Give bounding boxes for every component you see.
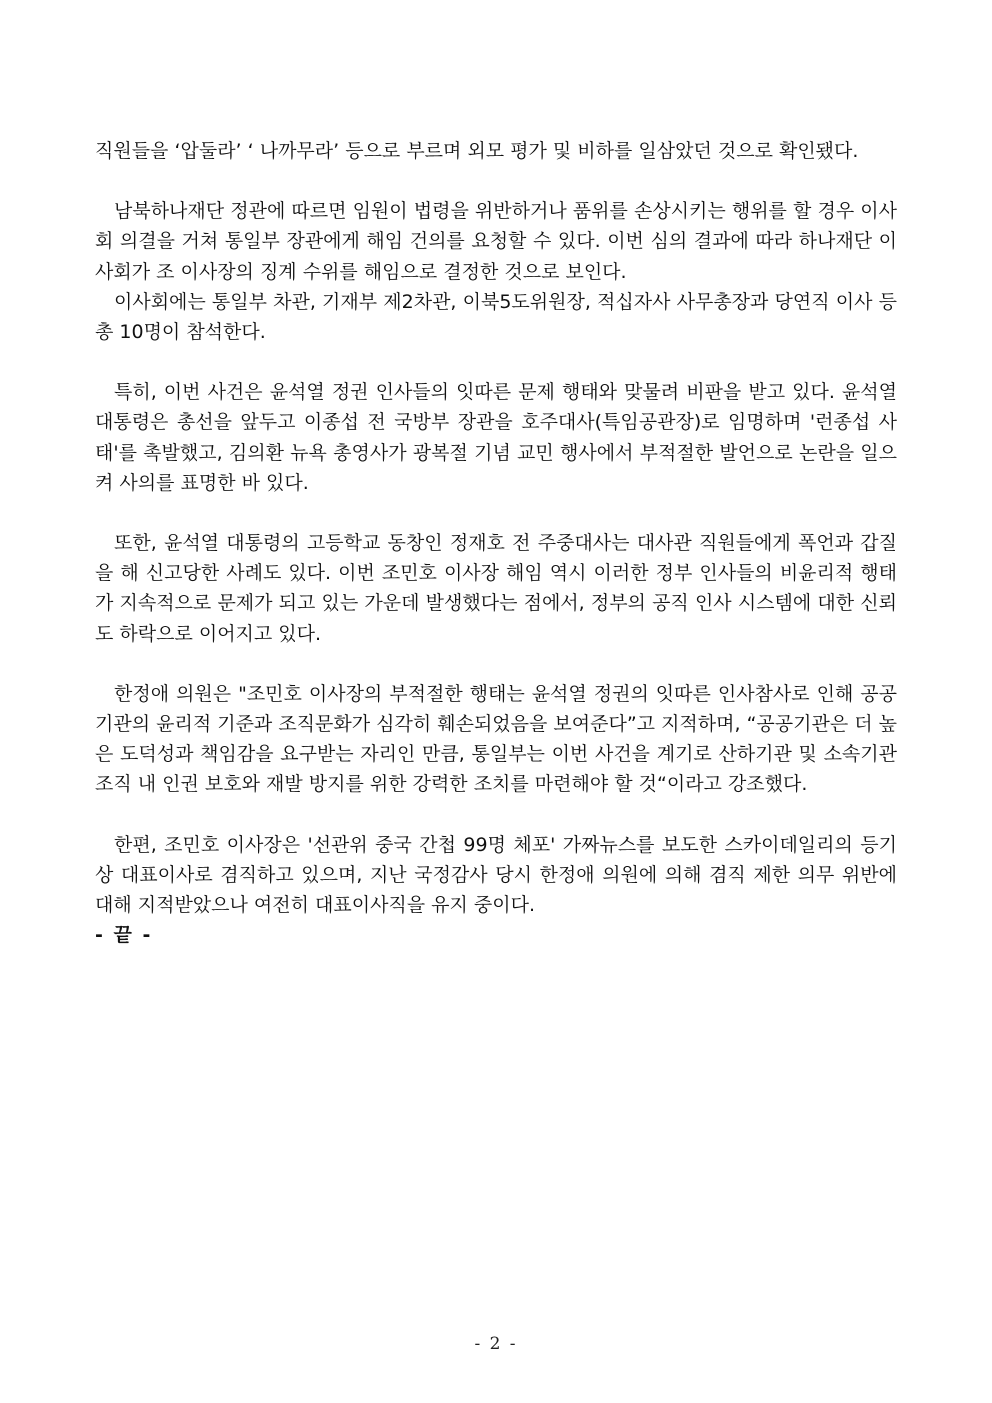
paragraph-ambassador-case: 또한, 윤석열 대통령의 고등학교 동창인 정재호 전 주중대사는 대사관 직원들에게 폭언과 갑질을 해 신고당한 사례도 있다. 이번 조민호 이사장 해임 역시 이러한 정부 인사들의 비윤리적 행태가 지속적으로 문제가 되고 있는 가운데 발생했다는 점에서, 정부의 공직 인사 시스템에 대한 신뢰도 하락으로 이어지고 있다. [95,532,897,645]
paragraph-lawmaker-quote: 한정애 의원은 "조민호 이사장의 부적절한 행태는 윤석열 정권의 잇따른 인사참사로 인해 공공기관의 윤리적 기준과 조직문화가 심각히 훼손되었음을 보여준다”고 지적하며, “공공기관은 더 높은 도덕성과 책임감을 요구받는 자리인 만큼, 통일부는 이번 사건을 계기로 산하기관 및 소속기관 조직 내 인권 보호와 재발 방지를 위한 강력한 조치를 마련해야 할 것“이라고 강조했다. [95,682,904,796]
paragraph-concurrent-position: 한편, 조민호 이사장은 '선관위 중국 간첩 99명 체포' 가짜뉴스를 보도한 스카이데일리의 등기상 대표이사로 겸직하고 있으며, 지난 국정감사 당시 한정애 의원에 의해 겸직 제한 의무 위반에 대해 지적받았으나 여전히 대표이사직을 유지 중이다. [95,833,904,917]
document-body [95,136,904,950]
paragraph-continuation: 직원들을 ‘압둘라’ ‘ 나까무라’ 등으로 부르며 외모 평가 및 비하를 일삼았던 것으로 확인됐다. [95,140,859,162]
end-mark: - 끝 - [95,924,153,947]
paragraph-board-members: 이사회에는 통일부 차관, 기재부 제2차관, 이북5도위원장, 적십자사 사무총장과 당연직 이사 등 총 10명이 참석한다. [95,290,904,344]
paragraph-criticism: 특히, 이번 사건은 윤석열 정권 인사들의 잇따른 문제 행태와 맞물려 비판을 받고 있다. 윤석열 대통령은 총선을 앞두고 이종섭 전 국방부 장관을 호주대사(특임공관장)로 임명하며 '런종섭 사태'를 촉발했고, 김의환 뉴욕 총영사가 광복절 기념 교민 행사에서 부적절한 발언으로 논란을 일으켜 사의를 표명한 바 있다. [95,381,904,494]
paragraph-articles-of-association: 남북하나재단 정관에 따르면 임원이 법령을 위반하거나 품위를 손상시키는 행위를 할 경우 이사회 의결을 거쳐 통일부 장관에게 해임 건의를 요청할 수 있다. 이번 심의 결과에 따라 하나재단 이사회가 조 이사장의 징계 수위를 해임으로 결정한 것으로 보인다. [95,200,897,283]
page-number: - 2 - [474,1334,518,1354]
